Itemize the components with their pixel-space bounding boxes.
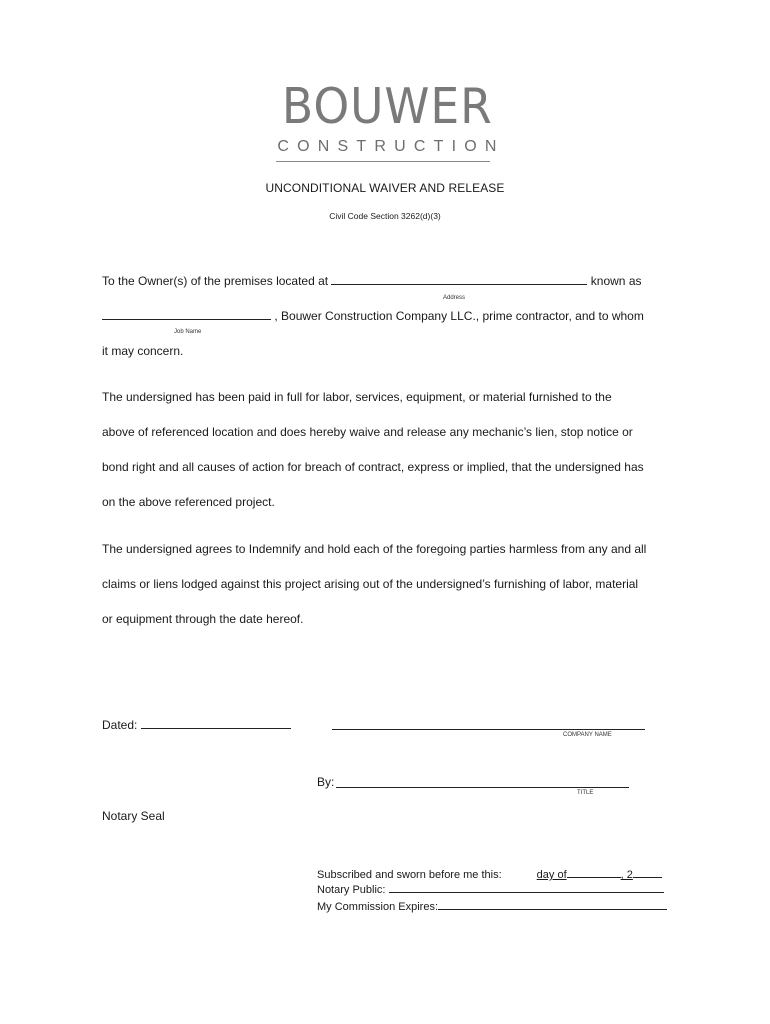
paragraph-2-line: The undersigned agrees to Indemnify and hold each of the foregoing parties harmless from any and all (102, 542, 647, 556)
year-field[interactable] (633, 868, 662, 878)
intro-line-2 (102, 309, 644, 322)
title-label: TITLE (577, 790, 594, 796)
dated-field[interactable] (141, 718, 291, 729)
dated-label: Dated: (102, 718, 138, 732)
document-title: UNCONDITIONAL WAIVER AND RELEASE (265, 181, 505, 195)
paragraph-2-line: or equipment through the date hereof. (102, 612, 304, 626)
paragraph-2-line: claims or liens lodged against this project arising out of the undersigned’s furnishing of labor, material (102, 577, 639, 591)
job-name-field[interactable] (102, 309, 271, 320)
by-label: By: (317, 775, 335, 789)
intro-owner-text: To the Owner(s) of the premises located at (102, 274, 329, 288)
company-name-field[interactable] (332, 729, 645, 730)
notary-seal-label: Notary Seal (102, 809, 165, 823)
by-line (317, 776, 334, 788)
day-of-label: day of (536, 869, 567, 881)
address-field[interactable] (331, 274, 587, 285)
notary-public-field[interactable] (389, 883, 664, 893)
company-logo-subtitle: CONSTRUCTION (277, 138, 505, 155)
paragraph-1-line: above of referenced location and does hereby waive and release any mechanic’s lien, stop notice or (102, 425, 633, 439)
intro-contractor-text: , Bouwer Construction Company LLC., prime contractor, and to whom (274, 309, 644, 323)
commission-expires-field[interactable] (438, 900, 667, 910)
commission-expires-label: My Commission Expires: (317, 901, 439, 913)
company-logo-wordmark: BOUWER (281, 78, 493, 135)
commission-line (317, 900, 667, 913)
intro-line-1 (102, 274, 642, 287)
month-field[interactable] (567, 868, 621, 878)
intro-line-3: it may concern. (102, 344, 184, 358)
logo-divider (276, 161, 490, 162)
year-prefix-label: , 2 (620, 869, 633, 881)
document-subtitle: Civil Code Section 3262(d)(3) (329, 211, 441, 221)
subscribed-label: Subscribed and sworn before me this: (317, 869, 502, 881)
notary-public-label: Notary Public: (317, 884, 386, 896)
intro-known-as-text: known as (590, 274, 642, 288)
company-name-label: COMPANY NAME (563, 732, 612, 738)
paragraph-1-line: bond right and all causes of action for breach of contract, express or implied, that the undersigned has (102, 460, 644, 474)
by-signature-field[interactable] (336, 787, 629, 788)
address-field-label: Address (443, 295, 466, 301)
dated-line (102, 718, 291, 731)
notary-public-line (317, 883, 664, 896)
subscribed-line (317, 868, 662, 881)
paragraph-1-line: on the above referenced project. (102, 495, 275, 509)
job-name-field-label: Job Name (174, 329, 202, 335)
day-field[interactable] (502, 868, 537, 877)
paragraph-1-line: The undersigned has been paid in full for labor, services, equipment, or material furnished to the (102, 390, 612, 404)
